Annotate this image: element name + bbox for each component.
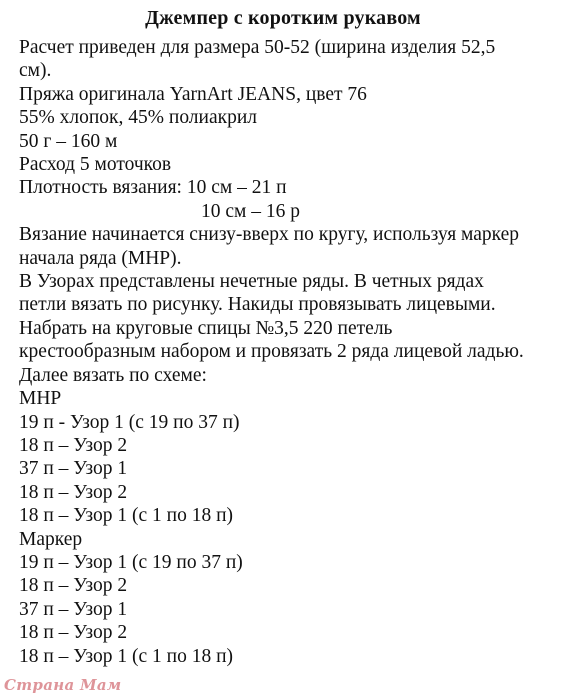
text-line: Плотность вязания: 10 см – 21 п	[19, 177, 287, 199]
text-line: 18 п – Узор 1 (с 1 по 18 п)	[19, 645, 234, 667]
watermark: Страна Мам	[4, 676, 122, 694]
text-line: 37 п – Узор 1	[19, 458, 128, 480]
text-line: 18 п – Узор 2	[19, 434, 128, 456]
text-line: 19 п – Узор 1 (с 19 по 37 п)	[19, 551, 243, 573]
text-line: начала ряда (МНР).	[19, 247, 182, 269]
text-line: Расход 5 моточков	[19, 154, 172, 176]
text-line: 19 п - Узор 1 (с 19 по 37 п)	[19, 411, 240, 433]
text-line: петли вязать по рисунку. Накиды провязывать лицевыми.	[19, 294, 496, 316]
text-line: 18 п – Узор 1 (с 1 по 18 п)	[19, 505, 234, 527]
text-line: Маркер	[19, 528, 83, 550]
text-line: Расчет приведен для размера 50-52 (ширина изделия 52,5	[19, 37, 496, 58]
text-line: 50 г – 160 м	[19, 130, 118, 152]
text-line: Вязание начинается снизу-вверх по кругу, используя маркер	[19, 224, 520, 246]
text-line: Далее вязать по схеме:	[19, 364, 207, 386]
text-line: крестообразным набором и провязать 2 ряда лицевой ладью.	[19, 341, 524, 363]
text-line: Набрать на круговые спицы №3,5 220 петель	[19, 317, 393, 339]
document-body	[19, 36, 559, 668]
text-line: 18 п – Узор 2	[19, 575, 128, 597]
text-line: 10 см – 16 р	[201, 200, 300, 222]
text-line: В Узорах представлены нечетные ряды. В четных рядах	[19, 271, 484, 293]
text-line: МНР	[19, 388, 62, 410]
document-title: Джемпер с коротким рукавом	[145, 7, 421, 29]
text-line: см).	[19, 60, 52, 82]
text-line: 18 п – Узор 2	[19, 622, 128, 644]
text-line: 55% хлопок, 45% полиакрил	[19, 107, 258, 129]
text-line: 37 п – Узор 1	[19, 598, 128, 620]
text-line: 18 п – Узор 2	[19, 481, 128, 503]
text-line: Пряжа оригинала YarnArt JEANS, цвет 76	[19, 83, 367, 105]
